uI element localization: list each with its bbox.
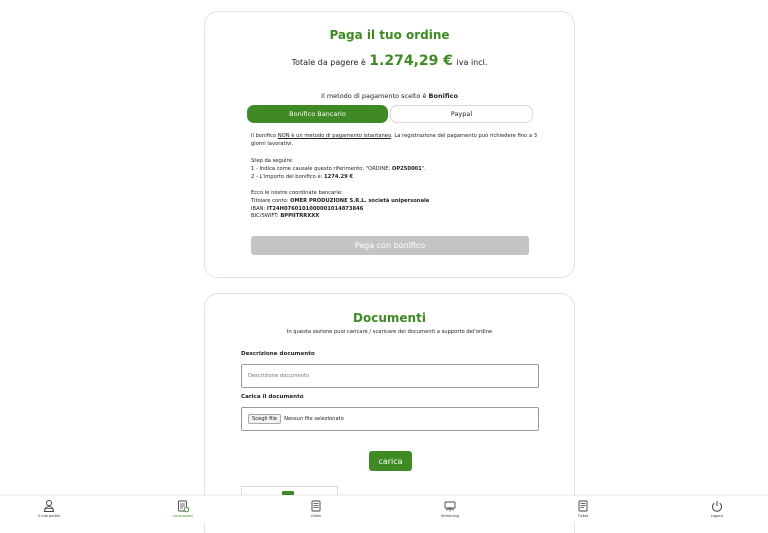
- bottom-navigation: [0, 495, 768, 522]
- method-name: Bonifico: [428, 92, 458, 100]
- upload-label: Carica il documento: [241, 394, 304, 400]
- holder-value: OMER PRODUZIONE S.R.L. società unipersonale: [290, 197, 430, 204]
- power-icon: [710, 499, 724, 513]
- iban-value: IT24H0760101000001014873846: [266, 205, 364, 212]
- bic-label: BIC/SWIFT:: [251, 213, 281, 220]
- step-1-end: ".: [421, 165, 426, 172]
- iban: [251, 206, 541, 214]
- tab-bonifico[interactable]: Bonifico Bancario: [247, 105, 388, 123]
- transfer-amount: 1274.29 €: [324, 173, 354, 180]
- step-1: [251, 166, 541, 174]
- order-total: [205, 53, 574, 69]
- file-input[interactable]: [241, 407, 539, 431]
- ticket-icon: [576, 499, 590, 513]
- notice-text-end: . La registrazione del pagamento può richiedere fino a 3 giorni lavorativi.: [251, 133, 538, 147]
- nav-label: Il mio profilo: [38, 514, 60, 518]
- nav-orders[interactable]: [296, 499, 336, 518]
- notice-emphasis: NON è un metodo di pagamento istantaneo: [277, 133, 392, 139]
- total-prefix: Totale da pagere è: [291, 58, 366, 67]
- nav-label: Logout: [711, 514, 723, 518]
- choose-file-button[interactable]: Scegli file: [248, 414, 281, 424]
- upload-button[interactable]: carica: [369, 451, 412, 471]
- streaming-icon: [443, 499, 457, 513]
- steps-title: Step da seguire:: [251, 158, 294, 164]
- nav-profile[interactable]: [29, 499, 69, 518]
- tab-paypal[interactable]: Paypal: [390, 105, 533, 123]
- bank-details: [251, 190, 541, 221]
- nav-label: Ordini: [310, 514, 322, 518]
- step-2: [251, 174, 541, 182]
- steps: [251, 158, 541, 181]
- nav-streaming[interactable]: [430, 499, 470, 518]
- transfer-notice: [251, 133, 541, 149]
- nav-ticket[interactable]: [563, 499, 603, 518]
- documents-subtitle: In questa sezione puoi caricare / scaricare dei documenti a supporto del'ordine: [286, 329, 493, 335]
- pay-with-transfer-button[interactable]: Paga con bonifico: [251, 236, 529, 255]
- bic-value: BPPIITRRXXX: [280, 213, 320, 220]
- bank-title: Ecco le nostre coordinate bancarie:: [251, 190, 343, 196]
- iban-label: IBAN:: [251, 205, 267, 212]
- step-2-text: 2 - L'importo del bonifico è:: [251, 173, 325, 180]
- bic: [251, 213, 541, 221]
- orders-icon: [309, 499, 323, 513]
- step-1-text: 1 - Indica come causale questo riferimento: "ORDINE:: [251, 165, 392, 172]
- profile-icon: [42, 499, 56, 513]
- holder-label: Titolare conto:: [251, 197, 291, 204]
- work-orders-icon: [176, 499, 190, 513]
- file-status: Nessun file selezionato: [284, 416, 344, 422]
- method-prefix: Il metodo di pagamento scelto è: [321, 92, 427, 100]
- nav-label: Ticket: [577, 514, 589, 518]
- notice-text: Il bonifico: [251, 133, 278, 139]
- nav-label: Lavorazioni: [172, 514, 194, 518]
- account-holder: [251, 198, 541, 206]
- documents-title: Documenti: [353, 311, 426, 325]
- nav-label: Streaming: [440, 514, 460, 518]
- payment-title: Paga il tuo ordine: [329, 28, 450, 42]
- order-reference: OP250001: [391, 165, 422, 172]
- total-suffix: iva incl.: [456, 58, 488, 67]
- total-amount: 1.274,29 €: [369, 53, 453, 69]
- nav-logout[interactable]: [697, 499, 737, 518]
- description-input[interactable]: Descrizione documento: [241, 364, 539, 388]
- description-label: Descrizione documento: [241, 351, 315, 357]
- payment-tabs: [247, 105, 533, 123]
- payment-card: [204, 11, 575, 278]
- nav-work-orders[interactable]: [163, 499, 203, 518]
- payment-method: [205, 92, 574, 100]
